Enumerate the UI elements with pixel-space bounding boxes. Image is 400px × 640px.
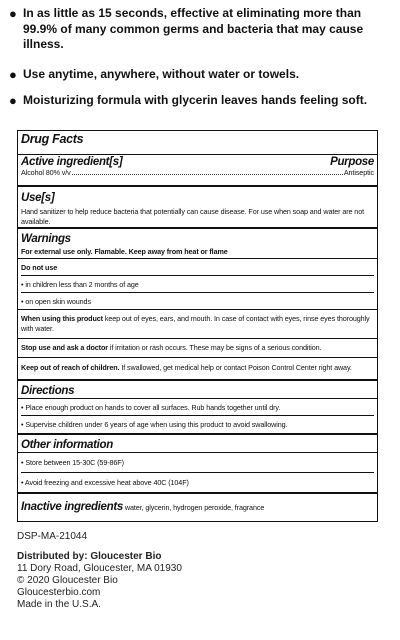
uses-text: Hand sanitizer to help reduce bacteria that potentially can cause disease. For use when soap and water are not available. [21,207,364,226]
bullet-dot-icon: ● [9,93,17,108]
active-ingredient-row [21,168,374,178]
stop-use-label: Stop use and ask a doctor [21,343,108,352]
active-ingredient-section [18,155,377,187]
keep-out-block [18,358,377,379]
other-info-head [18,435,377,453]
do-not-use-block [18,259,377,310]
made-in-line: Made in the U.S.A. [17,599,101,610]
stop-use-text: if irritation or rash occurs. These may be signs of a serious condition. [107,343,322,352]
uses-heading: Use[s] [21,192,55,204]
benefit-bullet [9,6,394,53]
active-heading-row [21,156,374,168]
directions-list [18,399,377,433]
stop-use-block [18,339,377,358]
drug-facts-panel [17,130,378,522]
when-using-text: keep out of eyes, ears, and mouth. In case of contact with eyes, rinse eyes thoroughly with water. [21,314,370,333]
warnings-external: For external use only. Flamable. Keep away from heat or flame [21,247,228,256]
active-ingredient: Alcohol 80% v/v [21,168,71,177]
benefit-bullet [9,93,394,109]
copyright-line: © 2020 Gloucester Bio [17,575,118,586]
directions-head [18,381,377,399]
inactive-section [18,494,377,518]
purpose-value: Antiseptic [343,168,374,177]
keep-out-text: If swallowed, get medical help or contact Poison Control Center right away. [119,363,352,372]
benefit-text: In as little as 15 seconds, effective at eliminating more than 99.9% of many common germs and bacteria that may cause illness. [23,6,364,51]
drug-facts-title: Drug Facts [21,132,84,146]
inactive-heading: Inactive ingredients [21,501,124,513]
when-using-label: When using this product [21,314,103,323]
warnings-heading: Warnings [21,233,71,245]
other-info-section [18,435,377,494]
benefit-bullets [9,6,394,120]
warnings-top [18,229,377,259]
other-info-item: • Store between 15-30C (59-86F) [21,453,374,473]
keep-out-label: Keep out of reach of children. [21,363,120,372]
leader-dots [72,174,343,175]
benefit-bullet [9,67,394,83]
active-ingredient-heading: Active ingredient[s] [21,156,123,168]
bullet-dot-icon: ● [9,6,17,21]
other-info-heading: Other information [21,439,114,451]
do-not-use-item: • on open skin wounds [21,297,91,306]
warnings-section [18,229,377,381]
bullet-dot-icon: ● [9,66,17,82]
purpose-heading: Purpose [330,156,374,168]
directions-item: • Place enough product on hands to cover all surfaces. Rub hands together until dry. [21,399,374,416]
inactive-text: water, glycerin, hydrogen peroxide, fragrance [123,503,265,512]
label-footer [17,531,387,611]
uses-section [18,187,377,229]
directions-section [18,381,377,435]
do-not-use-heading: Do not use [21,259,374,276]
benefit-text: Use anytime, anywhere, without water or towels. [23,66,300,81]
website-line: Gloucesterbio.com [17,587,101,598]
drug-facts-title-section [18,131,377,155]
directions-heading: Directions [21,385,75,397]
product-code: DSP-MA-21044 [17,531,88,542]
when-using-block [18,310,377,339]
benefit-text: Moisturizing formula with glycerin leaves hands feeling soft. [23,93,368,107]
distributor-line: Distributed by: Gloucester Bio [17,551,162,562]
other-info-item: • Avoid freezing and excessive heat above 40C (104F) [21,478,189,487]
distributor-address: 11 Dory Road, Gloucester, MA 01930 [17,563,182,574]
other-info-list [18,453,377,492]
do-not-use-item: • in children less than 2 months of age [21,276,374,293]
directions-item: • Supervise children under 6 years of age when using this product to avoid swallowing. [21,420,288,429]
